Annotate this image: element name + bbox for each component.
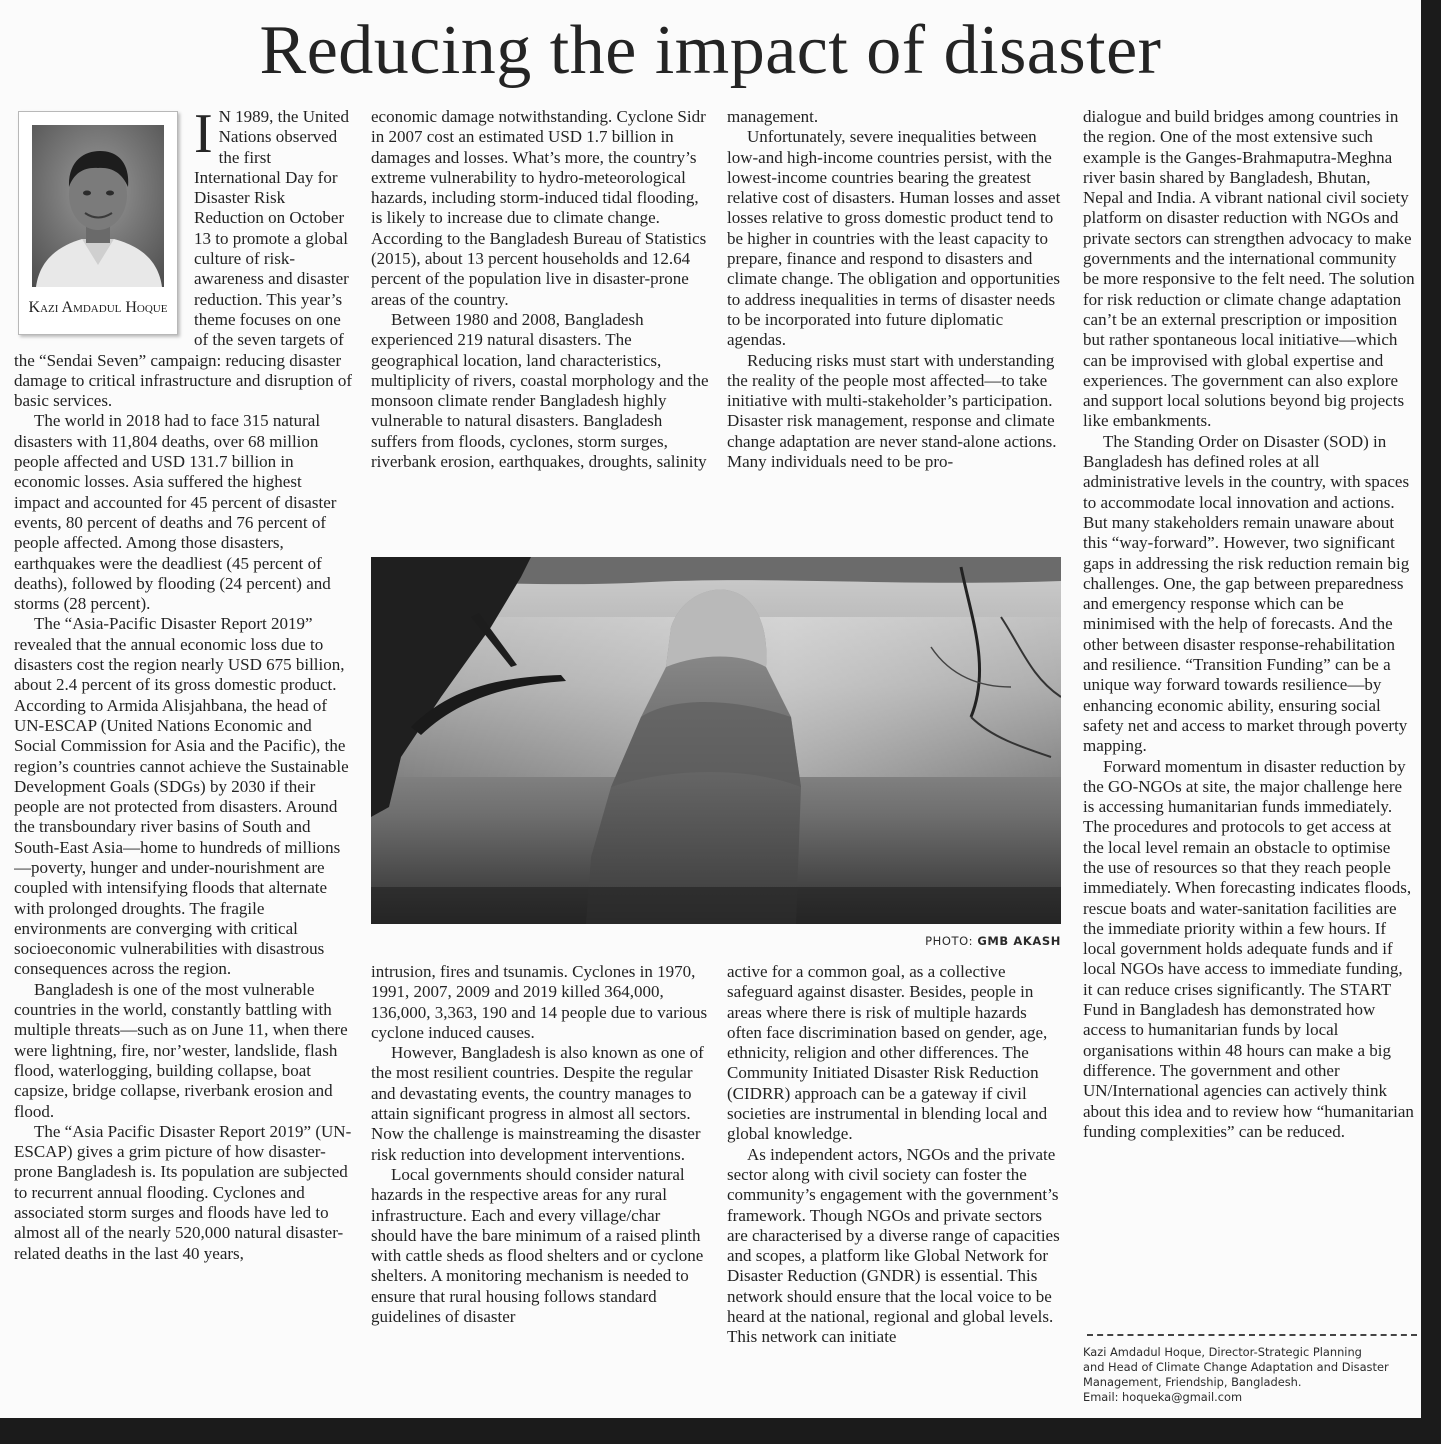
paragraph: dialogue and build bridges among countries in the region. One of the most extensive such example is the Ganges-Brahmaputra-Meghna river basin shared by Bangladesh, Bhutan, Nepal and India. A vibrant national civil society platform on disaster reduction with NGOs and private sectors can strengthen advocacy to make governments and the international community be more responsive to the felt need. The solution for risk reduction or climate change adaptation can’t be an external prescription or imposition but rather spontaneous local initiative—which can be improvised with global expertise and experiences. The government can also explore and support local solutions beyond big projects like embankments. (1083, 107, 1415, 431)
bio-email: Email: hoqueka@gmail.com (1083, 1390, 1243, 1404)
flood-photo (371, 557, 1061, 924)
bio-line: Management, Friendship, Bangladesh. (1083, 1375, 1302, 1389)
paragraph: Forward momentum in disaster reduction by the GO-NGOs at site, the major challenge here is accessing humanitarian funds immediately. The procedures and protocols to get access at the local level remain an obstacle to optimise the use of resources so that they reach people immediately. When forecasting indicates floods, rescue boats and water-sanitation facilities are the immediate priority within a few hours. If local government holds adequate funds and if local NGOs have access to immediate funding, it can reduce crises significantly. The START Fund in Bangladesh has demonstrated how access to humanitarian funds by local organisations within 48 hours can make a big difference. The government and other UN/International agencies can actively think about this idea and to review how “humanitarian funding complexities” can be reduced. (1083, 756, 1414, 1141)
drop-cap: I (194, 107, 213, 165)
photo-credit (861, 934, 1061, 948)
author-name: Kazi Amdadul Hoque (28, 299, 168, 316)
article-column-3-top (727, 107, 1065, 537)
author-bio (1083, 1345, 1419, 1405)
paragraph: active for a common goal, as a collective safeguard against disaster. Besides, people in areas where there is risk of multiple hazards often face discrimination based on gender, age, ethnicity, religion and other differences. The Community Initiated Disaster Risk Reduction (CIDRR) approach can be a gateway if civil societies are instrumental in blending local and global knowledge. (727, 962, 1048, 1144)
author-portrait (32, 125, 164, 287)
paragraph: As independent actors, NGOs and the private sector along with civil society can foster the community’s engagement with the government’s framework. Though NGOs and private sectors are characterised by a diverse range of capacities and scopes, a platform like Global Network for Disaster Reduction (GNDR) is essential. This network should ensure that the local voice to be heard at the national, regional and global levels. This network can initiate (727, 1144, 1060, 1347)
article-column-2-bottom (371, 962, 709, 1327)
paragraph: The “Asia-Pacific Disaster Report 2019” revealed that the annual economic loss due to disasters cost the region nearly USD 675 billion, about 2.4 percent of its gross domestic product. According to Armida Alisjahbana, the head of UN-ESCAP (United Nations Economic and Social Commission for Asia and the Pacific), the region’s countries cannot achieve the Sustainable Development Goals (SDGs) by 2030 if their people are not protected from disasters. Around the transboundary river basins of South and South-East Asia—home to hundreds of millions—poverty, hunger and under-nourishment are coupled with intensifying floods that alternate with prolonged droughts. The fragile environments are converging with critical socioeconomic vulnerabilities with disastrous consequences across the region. (14, 614, 349, 979)
article-column-2-top (371, 107, 709, 537)
headline: Reducing the impact of disaster (259, 12, 1162, 89)
paragraph: The world in 2018 had to face 315 natural disasters with 11,804 deaths, over 68 million people affected and USD 131.7 billion in economic losses. Asia suffered the highest impact and accounted for 45 percent of disaster events, 80 percent of deaths and 76 percent of people affected. Among those disasters, earthquakes were the deadliest (45 percent of deaths), followed by flooding (24 percent) and storms (28 percent). (14, 411, 337, 614)
bio-line: Kazi Amdadul Hoque, Director-Strategic Planning (1083, 1345, 1362, 1359)
author-card (18, 111, 178, 335)
paragraph: The “Asia Pacific Disaster Report 2019” (UN-ESCAP) gives a grim picture of how disaster-prone Bangladesh is. Its population are subjected to recurrent annual flooding. Cyclones and associated storm surges and floods have led to almost all of the nearly 520,000 natural disaster-related deaths in the last 40 years, (14, 1121, 352, 1263)
paragraph: Reducing risks must start with understanding the reality of the people most affected—to take initiative with multi-stakeholder’s participation. Disaster risk management, response and climate change adaptation are never stand-alone actions. Many individuals need to be pro- (727, 350, 1057, 472)
photo-credit-name: GMB AKASH (977, 934, 1061, 948)
paragraph: N 1989, the United Nations observed the first International Day for Disaster Risk Reduction on October 13 to promote a global culture of risk-awareness and disaster reduction. This year’s theme focuses on one of the seven targets of the “Sendai Seven” campaign: reducing disaster damage to critical infrastructure and disruption of basic services. (14, 107, 352, 411)
article-column-3-bottom (727, 962, 1065, 1348)
paragraph: economic damage notwithstanding. Cyclone Sidr in 2007 cost an estimated USD 1.7 billion in damages and losses. What’s more, the country’s extreme vulnerability to hydro-meteorological hazards, including storm-induced tidal flooding, is likely to increase due to climate change. According to the Bangladesh Bureau of Statistics (2015), about 13 percent households and 12.64 percent of the population live in disaster-prone areas of the country. (371, 107, 707, 309)
paragraph: Between 1980 and 2008, Bangladesh experienced 219 natural disasters. The geographical location, land characteristics, multiplicity of rivers, coastal morphology and the monsoon climate render Bangladesh highly vulnerable to natural disasters. Bangladesh suffers from floods, cyclones, storm surges, riverbank erosion, earthquakes, droughts, salinity (371, 309, 709, 472)
dashed-divider (1087, 1334, 1417, 1336)
article-column-4 (1083, 107, 1415, 1142)
photo-credit-label: PHOTO: (925, 934, 974, 948)
bio-line: and Head of Climate Change Adaptation and Disaster (1083, 1360, 1389, 1374)
paragraph: Unfortunately, severe inequalities between low-and high-income countries persist, with the lowest-income countries bearing the greatest relative cost of disasters. Human losses and asset losses relative to gross domestic product tend to be higher in countries with the least capacity to prepare, finance and respond to disasters and climate change. The obligation and opportunities to address inequalities in terms of disaster needs to be incorporated into future diplomatic agendas. (727, 127, 1061, 350)
paragraph: Local governments should consider natural hazards in the respective areas for any rural infrastructure. Each and every village/char should have the bare minimum of a raised plinth with cattle sheds as flood shelters and or cyclone shelters. A monitoring mechanism is needed to ensure that rural housing follows standard guidelines of disaster (371, 1164, 704, 1327)
paragraph: Bangladesh is one of the most vulnerable countries in the world, constantly battling with multiple threats—such as on June 11, when there were lightning, fire, nor’wester, landslide, flash flood, waterlogging, building collapse, boat capsize, bridge collapse, riverbank erosion and flood. (14, 979, 348, 1121)
paragraph: However, Bangladesh is also known as one of the most resilient countries. Despite the regular and devastating events, the country manages to attain significant progress in almost all sectors. Now the challenge is mainstreaming the disaster risk reduction into development interventions. (371, 1043, 704, 1164)
article-column-1 (14, 107, 352, 1264)
paragraph: The Standing Order on Disaster (SOD) in Bangladesh has defined roles at all administrative levels in the country, with spaces to accommodate local innovation and actions. But many stakeholders remain unaware about this “way-forward”. However, two significant gaps in addressing the risk reduction remain big challenges. One, the gap between preparedness and emergency response which can be minimised with the help of forecasts. And the other between disaster response-rehabilitation and resilience. “Transition Funding” can be a unique way forward towards resilience—by enhancing economic ability, ensuring social safety net and access to market through poverty mapping. (1083, 431, 1410, 756)
paragraph: intrusion, fires and tsunamis. Cyclones in 1970, 1991, 2007, 2009 and 2019 killed 364,000, 136,000, 3,363, 190 and 14 people due to various cyclone induced causes. (371, 962, 708, 1042)
paragraph: management. (727, 107, 819, 126)
